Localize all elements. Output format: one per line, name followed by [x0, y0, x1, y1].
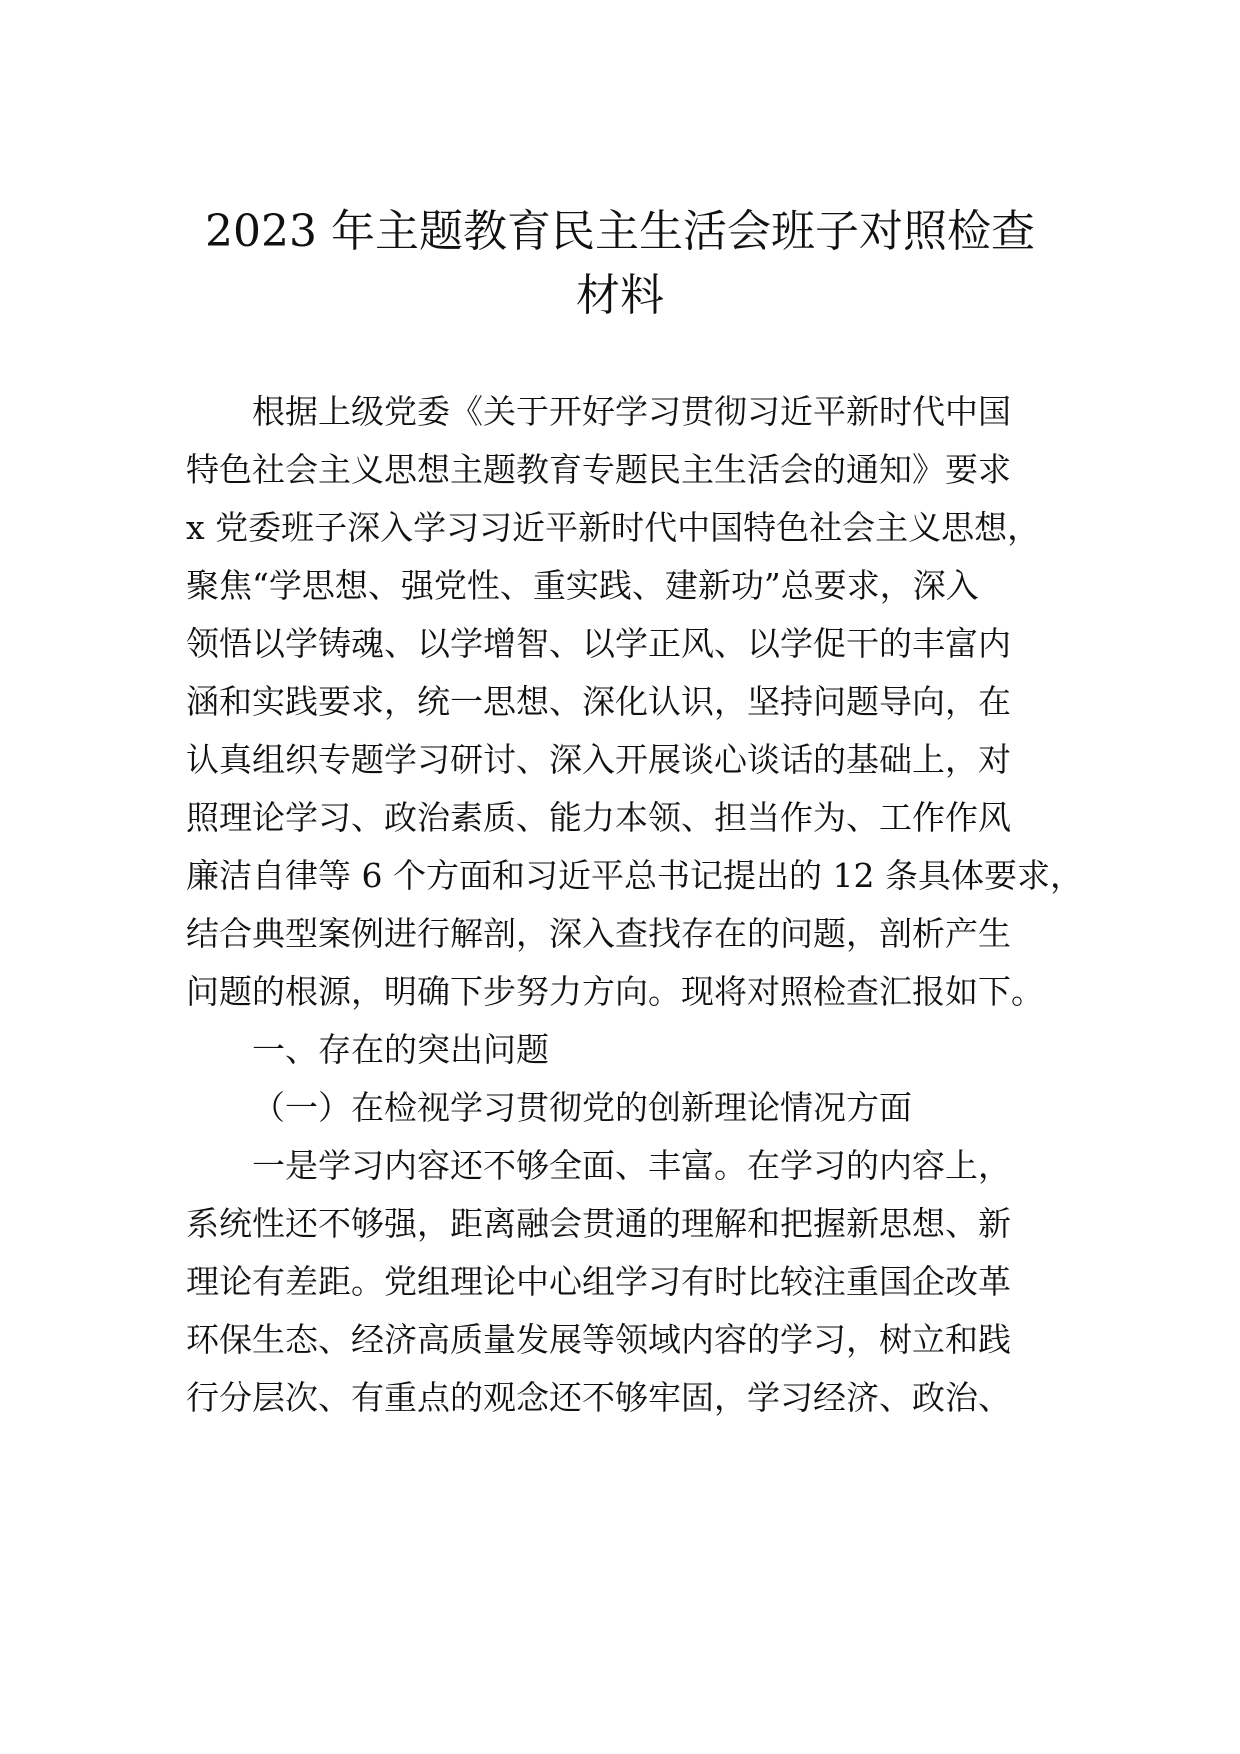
paragraph-line: 廉洁自律等 6 个方面和习近平总书记提出的 12 条具体要求， [186, 856, 1083, 895]
paragraph-line: 照理论学习、政治素质、能力本领、担当作为、工作作风 [186, 798, 1011, 837]
paragraph-line: 涵和实践要求，统一思想、深化认识，坚持问题导向，在 [186, 682, 1011, 721]
paragraph-line: x 党委班子深入学习习近平新时代中国特色社会主义思想， [186, 508, 1041, 547]
paragraph-line: 一是学习内容还不够全面、丰富。在学习的内容上， [252, 1146, 1011, 1185]
paragraph-line: 环保生态、经济高质量发展等领域内容的学习，树立和践 [186, 1320, 1011, 1359]
section-heading: 一、存在的突出问题 [252, 1030, 549, 1069]
title-line: 2023 年主题教育民主生活会班子对照检查 [205, 206, 1035, 257]
paragraph-line: 认真组织专题学习研讨、深入开展谈心谈话的基础上，对 [186, 740, 1011, 779]
document-title [150, 200, 1090, 328]
paragraph-line: 聚焦“学思想、强党性、重实践、建新功”总要求，深入 [186, 566, 979, 605]
paragraph-line: 系统性还不够强，距离融会贯通的理解和把握新思想、新 [186, 1204, 1011, 1243]
paragraph-line: 行分层次、有重点的观念还不够牢固，学习经济、政治、 [186, 1378, 1011, 1417]
paragraph-line: 根据上级党委《关于开好学习贯彻习近平新时代中国 [252, 392, 1011, 431]
subsection-heading: （一）在检视学习贯彻党的创新理论情况方面 [252, 1088, 912, 1127]
title-line: 材料 [576, 270, 664, 321]
paragraph-line: 问题的根源，明确下步努力方向。现将对照检查汇报如下。 [186, 972, 1044, 1011]
paragraph-line: 理论有差距。党组理论中心组学习有时比较注重国企改革 [186, 1262, 1011, 1301]
paragraph-line: 结合典型案例进行解剖，深入查找存在的问题，剖析产生 [186, 914, 1011, 953]
paragraph-line: 特色社会主义思想主题教育专题民主生活会的通知》要求 [186, 450, 1011, 489]
paragraph-line: 领悟以学铸魂、以学增智、以学正风、以学促干的丰富内 [186, 624, 1011, 663]
